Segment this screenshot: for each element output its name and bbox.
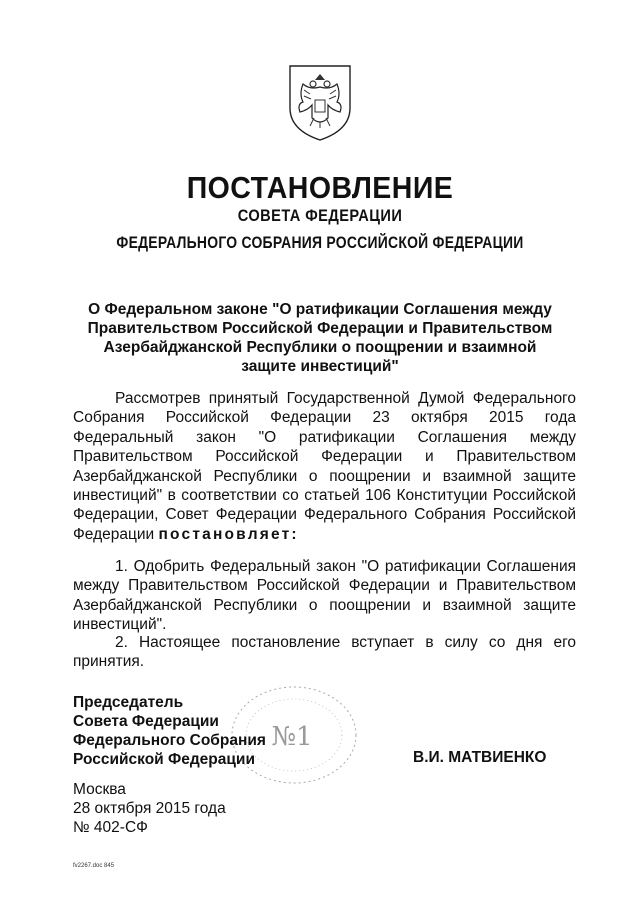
resolution-date: 28 октября 2015 года bbox=[73, 800, 226, 817]
resolution-item-1: 1. Одобрить Федеральный закон "О ратификации Соглашения между Правительством Российской Федерации и Правительством Азербайджанской Республики о поощрении и взаимной защите инвестиций". bbox=[73, 558, 576, 634]
document-type-title: ПОСТАНОВЛЕНИЕ bbox=[186, 170, 454, 205]
subject-line: Азербайджанской Республики о поощрении и взаимной bbox=[103, 339, 537, 356]
resolution-number: № 402-СФ bbox=[73, 819, 148, 836]
coat-of-arms-emblem bbox=[270, 60, 370, 142]
place-and-date bbox=[73, 780, 226, 837]
resolution-item-2: 2. Настоящее постановление вступает в силу со дня его принятия. bbox=[73, 634, 576, 671]
signer-name: В.И. МАТВИЕНКО bbox=[413, 749, 547, 766]
subject-line: Правительством Российской Федерации и Правительством bbox=[87, 320, 553, 337]
preamble-paragraph bbox=[73, 389, 576, 544]
subject-line: О Федеральном законе "О ратификации Соглашения между bbox=[88, 301, 552, 318]
signer-position bbox=[73, 693, 266, 769]
signer-position-line: Российской Федерации bbox=[73, 751, 255, 768]
signer-position-line: Председатель bbox=[73, 694, 184, 711]
file-reference: fv2267.doc 845 bbox=[73, 863, 115, 869]
signer-position-line: Совета Федерации bbox=[73, 713, 219, 730]
signer-position-line: Федерального Собрания bbox=[73, 732, 266, 749]
resolves-word: постановляет: bbox=[158, 525, 299, 543]
stamp-number: №1 bbox=[271, 722, 313, 752]
subject-line: защите инвестиций" bbox=[241, 358, 399, 375]
resolution-subject bbox=[70, 300, 570, 376]
city: Москва bbox=[73, 781, 126, 798]
preamble-text: Рассмотрев принятый Государственной Думой Федерального Собрания Российской Федерации 23 октября 2015 года Федеральный закон "О ратификации Соглашения между Правительством Российской Федерации и Правительством Азербайджанской Республики о поощрении и взаимной защите инвестиций" в соответствии со статьей 106 Конституции Российской Федерации, Совет Федерации Федерального Собрания Российской Федерации bbox=[73, 390, 576, 543]
issuing-body-line-1: СОВЕТА ФЕДЕРАЦИИ bbox=[237, 206, 403, 225]
issuing-body-line-2: ФЕДЕРАЛЬНОГО СОБРАНИЯ РОССИЙСКОЙ ФЕДЕРАЦИИ bbox=[116, 233, 524, 252]
